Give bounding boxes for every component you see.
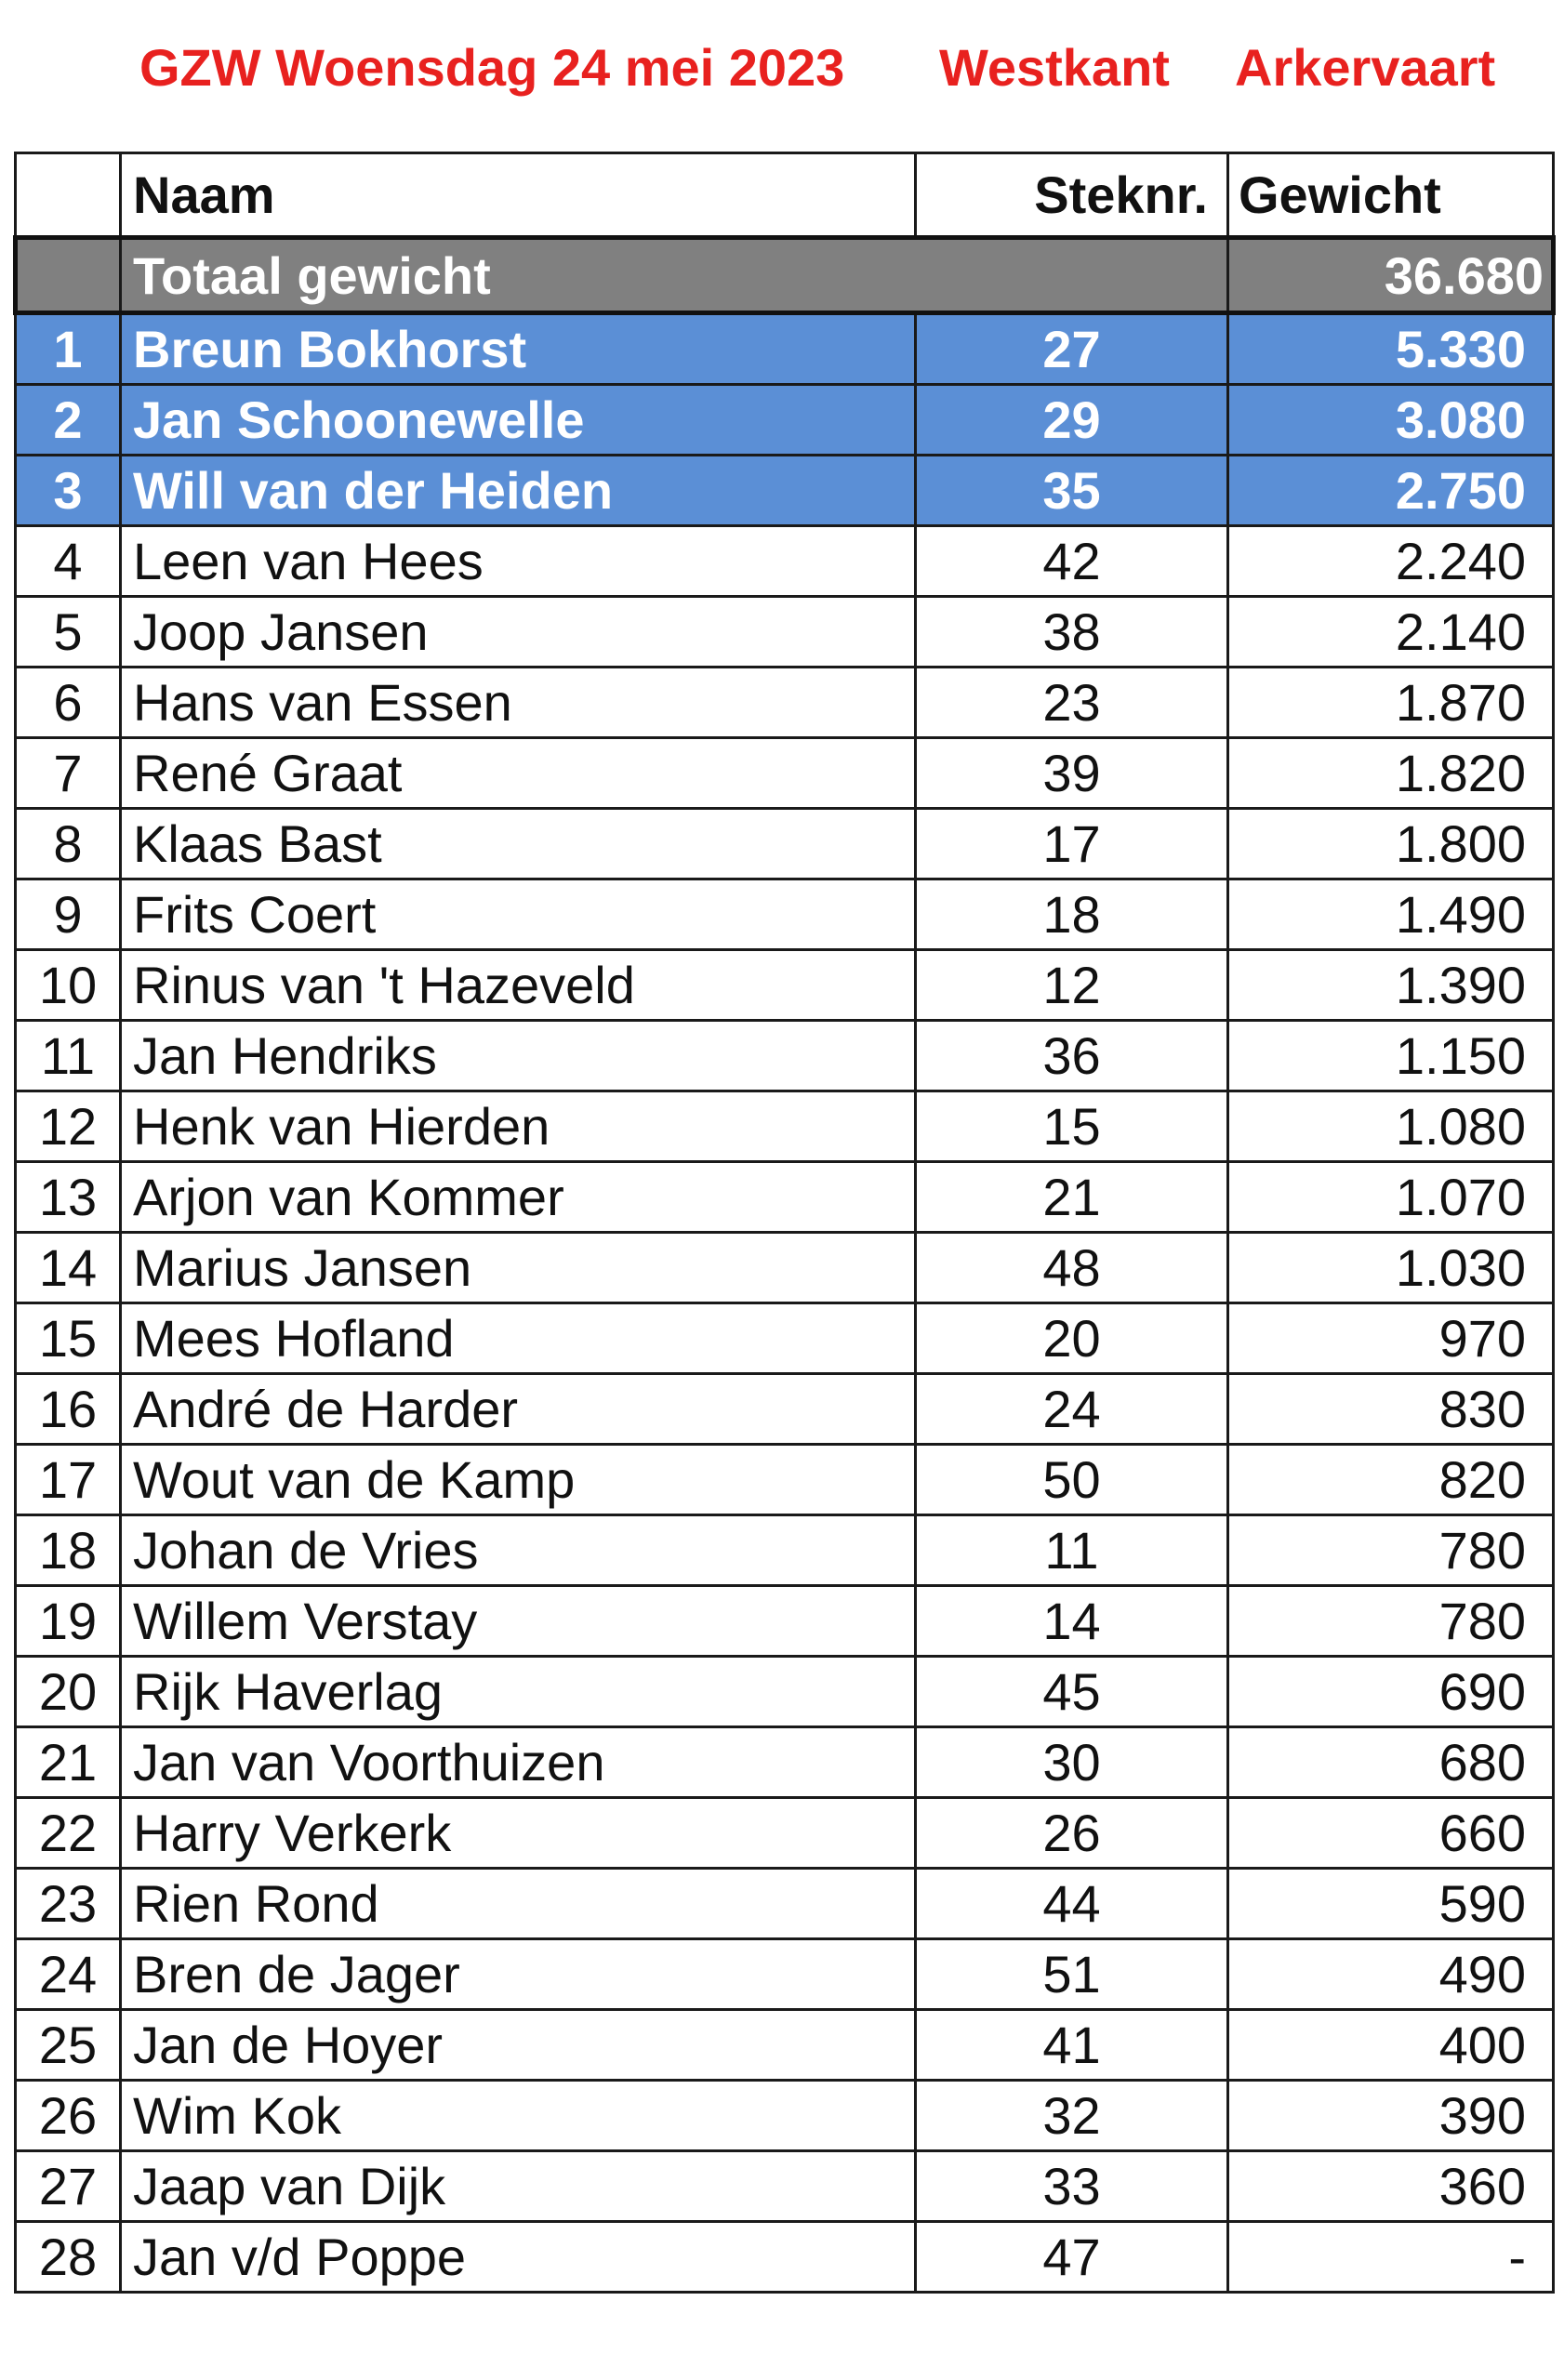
- gewicht-cell: 1.030: [1228, 1233, 1554, 1303]
- steknr-cell: 30: [916, 1727, 1228, 1798]
- name-cell: Johan de Vries: [121, 1515, 916, 1586]
- table-row: [16, 313, 1554, 385]
- table-row: [16, 526, 1554, 597]
- table-row: [16, 2222, 1554, 2293]
- steknr-cell: 26: [916, 1798, 1228, 1869]
- rank-cell: 15: [16, 1303, 121, 1374]
- rank-cell: 16: [16, 1374, 121, 1445]
- name-cell: Wim Kok: [121, 2081, 916, 2151]
- gewicht-cell: 1.070: [1228, 1162, 1554, 1233]
- page-title: [0, 26, 1564, 110]
- gewicht-cell: -: [1228, 2222, 1554, 2293]
- table-row: [16, 879, 1554, 950]
- rank-cell: 12: [16, 1091, 121, 1162]
- gewicht-cell: 820: [1228, 1445, 1554, 1515]
- steknr-cell: 38: [916, 597, 1228, 668]
- table-row: [16, 456, 1554, 526]
- gewicht-cell: 2.140: [1228, 597, 1554, 668]
- rank-cell: 3: [16, 456, 121, 526]
- steknr-cell: 11: [916, 1515, 1228, 1586]
- rank-cell: 24: [16, 1939, 121, 2010]
- table-row: [16, 2151, 1554, 2222]
- rank-cell: 8: [16, 809, 121, 879]
- steknr-cell: 41: [916, 2010, 1228, 2081]
- table-row: [16, 1445, 1554, 1515]
- table-row: [16, 1869, 1554, 1939]
- gewicht-cell: 1.870: [1228, 668, 1554, 738]
- table-row: [16, 1303, 1554, 1374]
- steknr-cell: 45: [916, 1657, 1228, 1727]
- gewicht-cell: 3.080: [1228, 385, 1554, 456]
- rank-cell: 22: [16, 1798, 121, 1869]
- name-cell: Willem Verstay: [121, 1586, 916, 1657]
- table-row: [16, 1586, 1554, 1657]
- name-cell: Hans van Essen: [121, 668, 916, 738]
- steknr-cell: 44: [916, 1869, 1228, 1939]
- name-cell: Rinus van 't Hazeveld: [121, 950, 916, 1021]
- gewicht-cell: 2.750: [1228, 456, 1554, 526]
- results-table: [13, 152, 1556, 2294]
- title-water: Arkervaart: [1235, 38, 1496, 97]
- gewicht-cell: 590: [1228, 1869, 1554, 1939]
- rank-cell: 27: [16, 2151, 121, 2222]
- table-row: [16, 668, 1554, 738]
- name-cell: Wout van de Kamp: [121, 1445, 916, 1515]
- rank-cell: 10: [16, 950, 121, 1021]
- rank-cell: 11: [16, 1021, 121, 1091]
- steknr-cell: 23: [916, 668, 1228, 738]
- steknr-cell: 29: [916, 385, 1228, 456]
- column-header-gewicht: Gewicht: [1228, 153, 1554, 238]
- rank-cell: 17: [16, 1445, 121, 1515]
- rank-cell: 6: [16, 668, 121, 738]
- column-header-steknr: Steknr.: [916, 153, 1228, 238]
- table-row: [16, 1091, 1554, 1162]
- rank-cell: 7: [16, 738, 121, 809]
- steknr-cell: 17: [916, 809, 1228, 879]
- name-cell: Jan v/d Poppe: [121, 2222, 916, 2293]
- rank-cell: 25: [16, 2010, 121, 2081]
- steknr-cell: 47: [916, 2222, 1228, 2293]
- table-row: [16, 809, 1554, 879]
- gewicht-cell: 970: [1228, 1303, 1554, 1374]
- steknr-cell: 42: [916, 526, 1228, 597]
- steknr-cell: 21: [916, 1162, 1228, 1233]
- name-cell: Jan van Voorthuizen: [121, 1727, 916, 1798]
- gewicht-cell: 1.150: [1228, 1021, 1554, 1091]
- table-row: [16, 2010, 1554, 2081]
- steknr-cell: 15: [916, 1091, 1228, 1162]
- name-cell: Arjon van Kommer: [121, 1162, 916, 1233]
- gewicht-cell: 1.390: [1228, 950, 1554, 1021]
- gewicht-cell: 2.240: [1228, 526, 1554, 597]
- gewicht-cell: 360: [1228, 2151, 1554, 2222]
- name-cell: Mees Hofland: [121, 1303, 916, 1374]
- rank-cell: 28: [16, 2222, 121, 2293]
- name-cell: René Graat: [121, 738, 916, 809]
- rank-cell: 26: [16, 2081, 121, 2151]
- gewicht-cell: 390: [1228, 2081, 1554, 2151]
- steknr-cell: 24: [916, 1374, 1228, 1445]
- total-value: 36.680: [1228, 238, 1554, 313]
- steknr-cell: 51: [916, 1939, 1228, 2010]
- name-cell: Henk van Hierden: [121, 1091, 916, 1162]
- gewicht-cell: 1.490: [1228, 879, 1554, 950]
- steknr-cell: 27: [916, 313, 1228, 385]
- name-cell: Breun Bokhorst: [121, 313, 916, 385]
- total-label: Totaal gewicht: [121, 238, 1228, 313]
- header-row: [16, 153, 1554, 238]
- steknr-cell: 18: [916, 879, 1228, 950]
- gewicht-cell: 830: [1228, 1374, 1554, 1445]
- gewicht-cell: 400: [1228, 2010, 1554, 2081]
- name-cell: Rijk Haverlag: [121, 1657, 916, 1727]
- rank-cell: 5: [16, 597, 121, 668]
- table-row: [16, 1727, 1554, 1798]
- steknr-cell: 36: [916, 1021, 1228, 1091]
- name-cell: Klaas Bast: [121, 809, 916, 879]
- rank-cell: 21: [16, 1727, 121, 1798]
- steknr-cell: 20: [916, 1303, 1228, 1374]
- table-row: [16, 1374, 1554, 1445]
- rank-cell: 4: [16, 526, 121, 597]
- table-row: [16, 385, 1554, 456]
- table-row: [16, 738, 1554, 809]
- name-cell: Jan Hendriks: [121, 1021, 916, 1091]
- name-cell: Rien Rond: [121, 1869, 916, 1939]
- table-row: [16, 1798, 1554, 1869]
- name-cell: Marius Jansen: [121, 1233, 916, 1303]
- title-location: Westkant: [939, 38, 1170, 97]
- table-row: [16, 1515, 1554, 1586]
- rank-cell: 13: [16, 1162, 121, 1233]
- steknr-cell: 33: [916, 2151, 1228, 2222]
- steknr-cell: 39: [916, 738, 1228, 809]
- steknr-cell: 50: [916, 1445, 1228, 1515]
- column-header-name: Naam: [121, 153, 916, 238]
- table-row: [16, 1162, 1554, 1233]
- rank-cell: 19: [16, 1586, 121, 1657]
- name-cell: Frits Coert: [121, 879, 916, 950]
- rank-cell: 2: [16, 385, 121, 456]
- title-event: GZW Woensdag 24 mei 2023: [139, 38, 845, 97]
- gewicht-cell: 780: [1228, 1586, 1554, 1657]
- table-row: [16, 1939, 1554, 2010]
- gewicht-cell: 780: [1228, 1515, 1554, 1586]
- rank-cell: 14: [16, 1233, 121, 1303]
- gewicht-cell: 5.330: [1228, 313, 1554, 385]
- rank-cell: 20: [16, 1657, 121, 1727]
- gewicht-cell: 680: [1228, 1727, 1554, 1798]
- rank-cell: 18: [16, 1515, 121, 1586]
- name-cell: Jan Schoonewelle: [121, 385, 916, 456]
- steknr-cell: 48: [916, 1233, 1228, 1303]
- table-row: [16, 597, 1554, 668]
- gewicht-cell: 490: [1228, 1939, 1554, 2010]
- steknr-cell: 12: [916, 950, 1228, 1021]
- steknr-cell: 35: [916, 456, 1228, 526]
- name-cell: Jaap van Dijk: [121, 2151, 916, 2222]
- name-cell: Will van der Heiden: [121, 456, 916, 526]
- table-row: [16, 1657, 1554, 1727]
- table-row: [16, 950, 1554, 1021]
- table-row: [16, 2081, 1554, 2151]
- steknr-cell: 32: [916, 2081, 1228, 2151]
- gewicht-cell: 1.080: [1228, 1091, 1554, 1162]
- table-row: [16, 1021, 1554, 1091]
- name-cell: Leen van Hees: [121, 526, 916, 597]
- total-row: [16, 238, 1554, 313]
- rank-cell: 1: [16, 313, 121, 385]
- name-cell: Jan de Hoyer: [121, 2010, 916, 2081]
- name-cell: Bren de Jager: [121, 1939, 916, 2010]
- gewicht-cell: 660: [1228, 1798, 1554, 1869]
- rank-cell: 23: [16, 1869, 121, 1939]
- rank-cell: 9: [16, 879, 121, 950]
- name-cell: Joop Jansen: [121, 597, 916, 668]
- gewicht-cell: 1.800: [1228, 809, 1554, 879]
- table-row: [16, 1233, 1554, 1303]
- steknr-cell: 14: [916, 1586, 1228, 1657]
- total-rank-cell: [16, 238, 121, 313]
- gewicht-cell: 1.820: [1228, 738, 1554, 809]
- column-header-rank: [16, 153, 121, 238]
- gewicht-cell: 690: [1228, 1657, 1554, 1727]
- name-cell: Harry Verkerk: [121, 1798, 916, 1869]
- name-cell: André de Harder: [121, 1374, 916, 1445]
